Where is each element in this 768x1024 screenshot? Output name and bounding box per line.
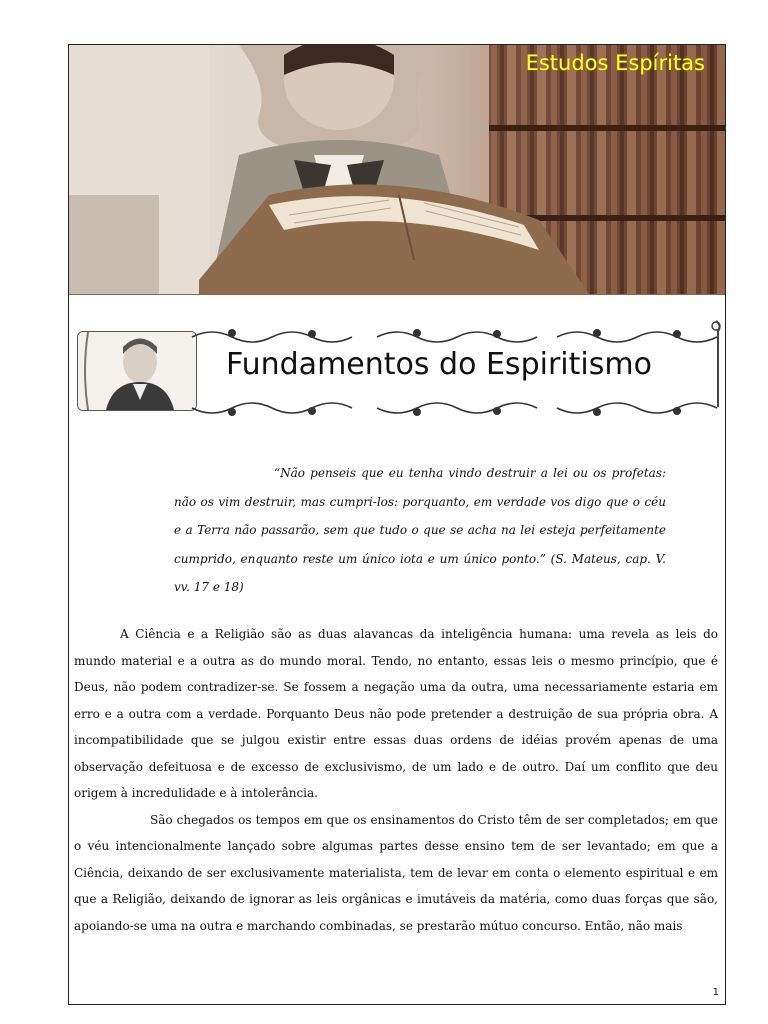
page-number: 1 bbox=[712, 987, 719, 998]
scroll-end-right bbox=[709, 319, 723, 409]
ornament-top bbox=[187, 325, 727, 345]
banner-illustration bbox=[69, 45, 725, 294]
paragraph-2: São chegados os tempos em que os ensinamentos do Cristo têm de ser completados; em que o véu intencionalmente lançado sobre algumas partes desse ensino tem de ser levantado; em que a Ciência, deixando de ser exclusivamente materialista, tem de levar em conta o elemento espiritual e em que a Religião, deixando de ignorar as leis orgânicas e imutáveis da matéria, como duas forças que são, apoiando-se uma na outra e marchando combinadas, se prestarão mútuo concurso. Então, não mais bbox=[74, 812, 718, 933]
ornament-bottom bbox=[187, 400, 727, 420]
paragraph-1: A Ciência e a Religião são as duas alavancas da inteligência humana: uma revela as leis do mundo material e a outra as do mundo moral. Tendo, no entanto, essas leis o mesmo princípio, que é Deus, não podem contradizer-se. Se fossem a negação uma da outra, uma necessariamente estaria em erro e a outra com a verdade. Porquanto Deus não pode pretender a destruição de sua própria obra. A incompatibilidade que se julgou existir entre essas duas ordens de idéias provém apenas de uma observação defeituosa e de excesso de exclusivismo, de um lado e de outro. Daí um conflito que deu origem à incredulidade e à intolerância. bbox=[74, 627, 718, 800]
banner-title: Estudos Espíritas bbox=[525, 51, 705, 75]
epigraph-quote: “Não penseis que eu tenha vindo destruir a lei ou os profetas: não os vim destruir, mas cumpri-los: porquanto, em verdade vos digo que o céu e a Terra não passarão, sem que tudo o que se acha na lei esteja perfeitamente cumprido, enquanto reste um único iota e um único ponto.” (S. Mateus, cap. V. vv. 17 e 18) bbox=[174, 466, 666, 594]
title-section bbox=[69, 315, 725, 425]
body-text bbox=[74, 621, 718, 939]
author-portrait bbox=[77, 331, 197, 411]
document-page bbox=[68, 44, 726, 1005]
header-banner bbox=[69, 45, 725, 295]
document-title: Fundamentos do Espiritismo bbox=[226, 347, 652, 382]
